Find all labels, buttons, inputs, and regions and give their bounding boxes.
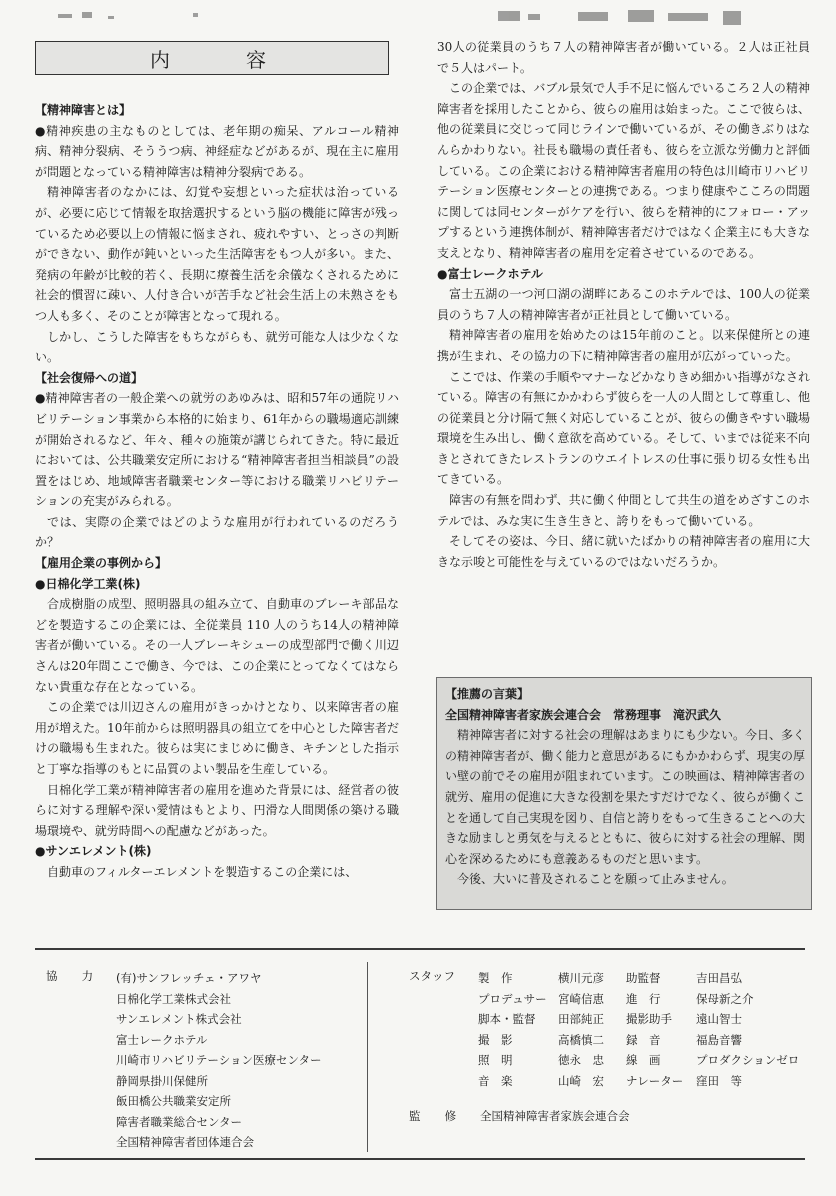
staff-role: 照 明 [478, 1053, 513, 1067]
staff-row [478, 1030, 806, 1051]
staff-role: 撮影助手 [626, 1012, 672, 1026]
staff-row [478, 989, 806, 1010]
cooperation-list [116, 968, 322, 1153]
paragraph: 精神障害者のなかには、幻覚や妄想といった症状は治っているが、必要に応じて情報を取捨選択するという脳の機能に障害が残っているため必要以上の情報に悩まされ、疲れやすい、とっさの判断ができない、動作が鈍いといった生活障害をもつ人が多い。また、発病の年齢が比較的若く、長期に療養生活を余儀なくされるために社会的慣習に疎い、人付き合いが苦手など社会生活上の未熟さをもつ人も多く、そのことが障害となって現れる。 [35, 185, 399, 323]
staff-role: 進 行 [626, 991, 661, 1006]
staff-row [478, 1071, 806, 1092]
staff-label: スタッフ [409, 969, 455, 983]
staff-person: 吉田昌弘 [696, 971, 742, 985]
staff-person: 窪田 等 [696, 1073, 742, 1088]
staff-person: 山崎 宏 [558, 1073, 604, 1088]
paragraph: 30人の従業員のうち７人の精神障害者が働いている。２人は正社員で５人はパート。 [437, 40, 810, 75]
paragraph: この企業では、バブル景気で人手不足に悩んでいるころ２人の精神障害者を採用したことから、彼らの雇用は始まった。ここで彼らは、他の従業員に交じって同じラインで働いているが、その働きぶりはなんらかわりない。社長も職場の責任者も、彼らを立派な労働力と評価している。この企業における精神障害者雇用の特色は川崎市リハビリテーション医療センターとの連携である。つまり健康やこころの問題に関しては同センターがケアを行い、彼らを精神的にフォロー・アップするという連携体制が、精神障害者だけではなく企業主にも大きな支えとなり、精神障害者の雇用を定着させているのである。 [437, 81, 810, 260]
cooperation-item: 日棉化学工業株式会社 [116, 991, 231, 1006]
heading-employer-cases: 【雇用企業の事例から】 [35, 556, 168, 571]
staff-role: プロデュサー [478, 991, 547, 1006]
paragraph: では、実際の企業ではどのような雇用が行われているのだろうか？ [35, 514, 399, 550]
paragraph: 精神障害者に対する社会の理解はあまりにも少ない。今日、多くの精神障害者が、働く能力と意思があるにもかかわらず、現実の厚い壁の前でその雇用が阻まれています。この映画は、精神障害者の就労、雇用の促進に大きな役割を果たすだけでなく、彼らが働くことを通して自己実現を図り、自信と誇りをもって生きることへの大きな励ましと勇気を与えるとともに、彼らに対する社会の理解、関心を深めるためにも意義あるものだと思います。 [445, 728, 806, 866]
recommendation-author: 全国精神障害者家族会連合会 常務理事 滝沢武久 [445, 707, 722, 722]
staff-role: 線 画 [626, 1053, 661, 1067]
paragraph: 合成樹脂の成型、照明器具の組み立て、自動車のブレーキ部品などを製造するこの企業には、全従業員 110 人のうち14人の精神障害者が働いている。その一人ブレーキシューの成型部門で働く川辺さんは20年間ここで働き、今では、この企業にとってなくてはならない貴重な存在となっている。 [35, 597, 399, 694]
subheading-company: ●サンエレメント(株) [35, 844, 152, 859]
supervision-label: 監修 [409, 1109, 481, 1123]
heading-mental-disability: 【精神障害とは】 [35, 103, 132, 117]
recommendation-heading: 【推薦の言葉】 [445, 687, 530, 701]
scan-noise-decoration [58, 8, 818, 34]
staff-person: 福島音響 [696, 1032, 742, 1047]
paragraph: 富士五湖の一つ河口湖の湖畔にあるこのホテルでは、100人の従業員のうち７人の精神障害者が正社員として働いている。 [437, 287, 810, 322]
cooperation-item: (有)サンフレッチェ・アワヤ [116, 971, 262, 985]
paragraph: ここでは、作業の手順やマナーなどかなりきめ細かい指導がなされている。障害の有無にかかわらず彼らを一人の人間として尊重し、他の従業員と分け隔て無く対応していることが、彼らの働きやすい職場環境を生み出し、働く意欲を高めている。そして、いまでは従来不向きとされてきたレストランのウエイトレスの仕事に張り切る女性も出てきている。 [437, 369, 810, 487]
subheading-company: ●日棉化学工業(株) [35, 576, 141, 591]
paragraph: 自動車のフィルターエレメントを製造するこの企業には、 [47, 864, 358, 879]
cooperation-item: 川崎市リハビリテーション医療センター [116, 1053, 322, 1067]
staff-role: 脚本・監督 [478, 1012, 536, 1026]
paragraph: そしてその姿は、今日、緒に就いたばかりの精神障害者の雇用に大きな示唆と可能性を与えているのではないだろうか。 [437, 534, 810, 569]
staff-grid [478, 968, 806, 1091]
staff-row [478, 1050, 806, 1071]
staff-person: 遠山智士 [696, 1012, 742, 1026]
paragraph: 精神障害者の雇用を始めたのは15年前のこと。以来保健所との連携が生まれ、その協力の下に精神障害者の雇用が広がっていった。 [437, 328, 810, 363]
staff-person: 保母新之介 [696, 991, 754, 1006]
cooperation-item: 静岡県掛川保健所 [116, 1073, 208, 1088]
section-title: 内 容 [150, 47, 294, 72]
cooperation-item: サンエレメント株式会社 [116, 1012, 242, 1026]
divider-top [35, 948, 805, 950]
paragraph: 障害の有無を問わず、共に働く仲間として共生の道をめざすこのホテルでは、みな実に生き生きと、誇りをもって働いている。 [437, 493, 810, 528]
recommendation-box [436, 677, 812, 910]
right-column [437, 37, 810, 572]
paragraph: 日棉化学工業が精神障害者の雇用を進めた背景には、経営者の彼らに対する理解や深い愛情はもとより、円滑な人間関係の築ける職場環境や、就労時間への配慮などがあった。 [35, 782, 399, 838]
cooperation-item: 全国精神障害者団体連合会 [116, 1135, 254, 1149]
staff-role: ナレーター [626, 1073, 684, 1088]
supervision-value: 全国精神障害者家族会連合会 [480, 1109, 630, 1123]
divider-vertical [367, 962, 368, 1152]
cooperation-item: 飯田橋公共職業安定所 [116, 1094, 231, 1108]
staff-role: 撮 影 [478, 1032, 513, 1047]
staff-role: 録 音 [626, 1032, 661, 1047]
staff-role: 助監督 [626, 971, 661, 985]
staff-row [478, 1009, 806, 1030]
divider-bottom [35, 1158, 805, 1160]
cooperation-item: 障害者職業総合センター [116, 1114, 243, 1129]
staff-person: 高橋慎二 [558, 1032, 604, 1047]
cooperation-item: 富士レークホテル [116, 1032, 208, 1047]
paragraph: 今後、大いに普及されることを願って止みません。 [457, 872, 734, 887]
paragraph: この企業では川辺さんの雇用がきっかけとなり、以来障害者の雇用が増えた。10年前からは照明器具の組立てを中心とした障害者だけの職場も生まれた。彼らは実にまじめに働き、キチンとした指示と丁寧な指導のもとに品質のよい製品を生産している。 [35, 700, 399, 776]
paragraph: ●精神疾患の主なものとしては、老年期の痴呆、アルコール精神病、精神分裂病、そううつ病、神経症などがあるが、現在主に雇用が問題となっている精神障害は精神分裂病である。 [35, 123, 399, 179]
staff-row [478, 968, 806, 989]
staff-person: 徳永 忠 [558, 1053, 604, 1067]
staff-person: 宮崎信恵 [558, 991, 604, 1006]
section-title-box [35, 41, 389, 75]
heading-social-return: 【社会復帰への道】 [35, 370, 144, 385]
staff-role: 音 楽 [478, 1073, 513, 1088]
cooperation-label: 協力 [46, 969, 118, 983]
subheading-company: ●富士レークホテル [437, 266, 543, 281]
staff-person: プロダクションゼロ [696, 1053, 800, 1067]
staff-person: 横川元彦 [558, 971, 604, 985]
paragraph: しかし、こうした障害をもちながらも、就労可能な人は少なくない。 [35, 329, 399, 365]
paragraph: ●精神障害者の一般企業への就労のあゆみは、昭和57年の通院リハビリテーション事業から本格的に始まり、61年からの職場適応訓練が開始されるなど、年々、種々の施策が講じられてきた。特に最近においては、公共職業安定所における“精神障害者担当相談員”の設置をはじめ、地域障害者職業センター等における職業リハビリテーションの充実がみられる。 [35, 391, 399, 509]
staff-role: 製 作 [478, 971, 513, 985]
left-column [35, 100, 399, 883]
staff-person: 田部純正 [558, 1012, 604, 1026]
